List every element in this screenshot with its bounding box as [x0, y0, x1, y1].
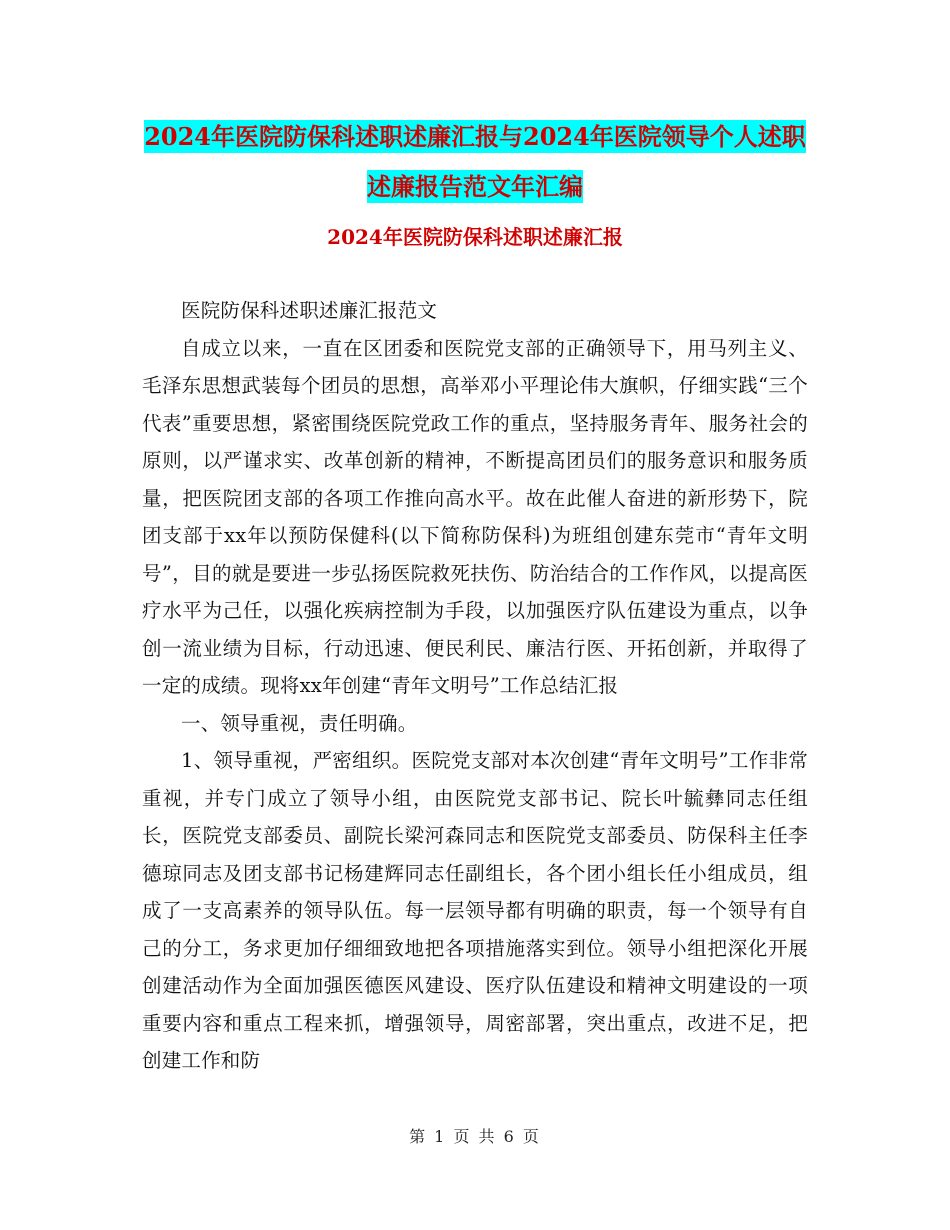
- section-title: 2024年医院防保科述职述廉汇报: [327, 225, 623, 249]
- page-footer: 第 1 页 共 6 页: [409, 1127, 541, 1146]
- document-title: [142, 112, 808, 212]
- document-body: [142, 292, 808, 1080]
- document-title-highlight: 2024年医院防保科述职述廉汇报与2024年医院领导个人述职述廉报告范文年汇编: [144, 122, 806, 201]
- paragraph-intro: 自成立以来，一直在区团委和医院党支部的正确领导下，用马列主义、毛泽东思想武装每个团员的思想，高举邓小平理论伟大旗帜，仔细实践“三个代表”重要思想，紧密围绕医院党政工作的重点，坚持服务青年、服务社会的原则，以严谨求实、改革创新的精神，不断提高团员们的服务意识和服务质量，把医院团支部的各项工作推向高水平。故在此催人奋进的新形势下，院团支部于xx年以预防保健科(以下简称防保科)为班组创建东莞市“青年文明号”，目的就是要进一步弘扬医院救死扶伤、防治结合的工作作风，以提高医疗水平为己任，以强化疾病控制为手段，以加强医疗队伍建设为重点，以争创一流业绩为目标，行动迅速、便民利民、廉洁行医、开拓创新，并取得了一定的成绩。现将xx年创建“青年文明号”工作总结汇报: [142, 336, 808, 697]
- paragraph-item-one: 1、领导重视，严密组织。医院党支部对本次创建“青年文明号”工作非常重视，并专门成立了领导小组，由医院党支部书记、院长叶毓彝同志任组长，医院党支部委员、副院长梁河森同志和医院党支部委员、防保科主任李德琼同志及团支部书记杨建辉同志任副组长，各个团小组长任小组成员，组成了一支高素养的领导队伍。每一层领导都有明确的职责，每一个领导有自己的分工，务求更加仔细细致地把各项措施落实到位。领导小组把深化开展创建活动作为全面加强医德医风建设、医疗队伍建设和精神文明建设的一项重要内容和重点工程来抓，增强领导，周密部署，突出重点，改进不足，把创建工作和防: [142, 749, 808, 1072]
- paragraph-subtitle: 医院防保科述职述廉汇报范文: [181, 299, 438, 322]
- paragraph-heading-one: 一、领导重视，责任明确。: [181, 711, 418, 735]
